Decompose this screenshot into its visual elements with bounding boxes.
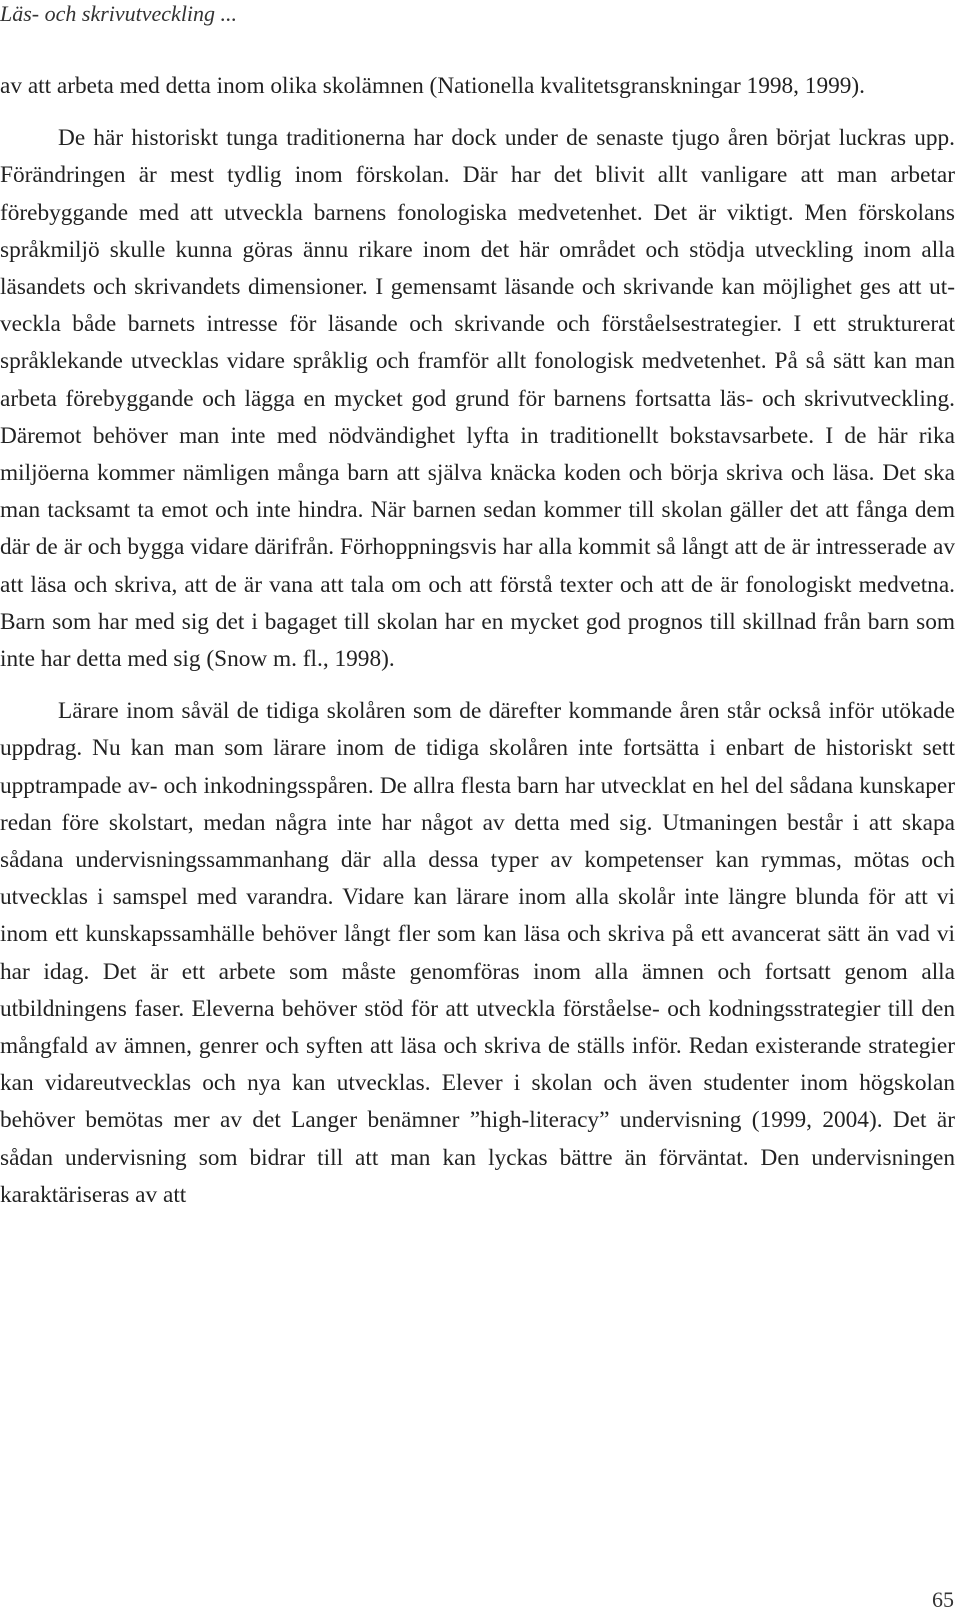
paragraph-continued: av att arbeta med detta inom olika skolämnen (Nationella kvalitetsgranskningar 1998, 1999). [0, 73, 865, 99]
paragraph-teachers: Lärare inom såväl de tidiga skolåren som de därefter kommande åren står också inför utökade uppdrag. Nu kan man som lärare inom de tidiga skolåren inte fortsätta i enbart de historiskt sett upptrampade av- och inkodningsspåren. De allra flesta barn har utvecklat en hel del sådana kunskaper redan före skolstart, medan några inte har något av detta med sig. Utmaningen består i att skapa sådana undervisningssammanhang där alla dessa typer av kompetenser kan rymmas, mötas och utvecklas i samspel med varandra. Vidare kan lärare inom alla skolår inte längre blunda för att vi inom ett kunskapssamhälle behöver långt fler som kan läsa och skriva på ett avancerat sätt än vad vi har idag. Det är ett arbete som måste genomföras inom alla ämnen och fortsatt genom alla utbildningens faser. Eleverna behöver stöd för att utveckla förståelse- och kodningsstrategier till den mångfald av ämnen, genrer och syften att läsa och skriva de ställs inför. Redan existerande strategier kan vidareutvecklas och nya kan utvecklas. Elever i skolan och även studenter inom högskolan behöver bemötas mer av det Langer benämner ”high-literacy” undervisning (1999, 2004). Det är sådan undervisning som bidrar till att man kan lyckas bättre än förväntat. Den undervisningen karaktäriseras av att [0, 698, 955, 1208]
running-header: Läs- och skrivutveckling ... [0, 1, 238, 26]
paragraph-traditions: De här historiskt tunga traditionerna har dock under de senaste tjugo åren börjat luckras upp. Förändringen är mest tydlig inom förskolan. Där har det blivit allt vanligare att man arbetar förebyggande med att utveckla barnens fonologiska medvetenhet. Det är viktigt. Men förskolans språkmiljö skulle kunna göras ännu rikare inom det här området och stödja utveckling inom alla läsandets och skrivandets dimensioner. I gemensamt läsande och skrivande kan möjlighet ges att utveckla både barnets intresse för läsande och skrivande och förståelsestrategier. I ett strukturerat språklekande utvecklas vidare språklig och framför allt fonologisk medvetenhet. På så sätt kan man arbeta förebyggande och lägga en mycket god grund för barnens fortsatta läs- och skrivutveckling. Däremot behöver man inte med nödvändighet lyfta in traditionellt bokstavsarbete. I de här rika miljöerna kommer nämligen många barn att själva knäcka koden och börja skriva och läsa. Det ska man tacksamt ta emot och inte hindra. När barnen sedan kommer till skolan gäller det att fånga dem där de är och bygga vidare därifrån. Förhoppningsvis har alla kommit så långt att de är intresserade av att läsa och skriva, att de är vana att tala om och att förstå texter och att de är fonologiskt medvetna. Barn som har med sig det i bagaget till skolan har en mycket god prognos till skillnad från barn som inte har detta med sig (Snow m. fl., 1998). [0, 125, 955, 673]
body-text [0, 68, 955, 1214]
page-number: 65 [932, 1587, 954, 1612]
